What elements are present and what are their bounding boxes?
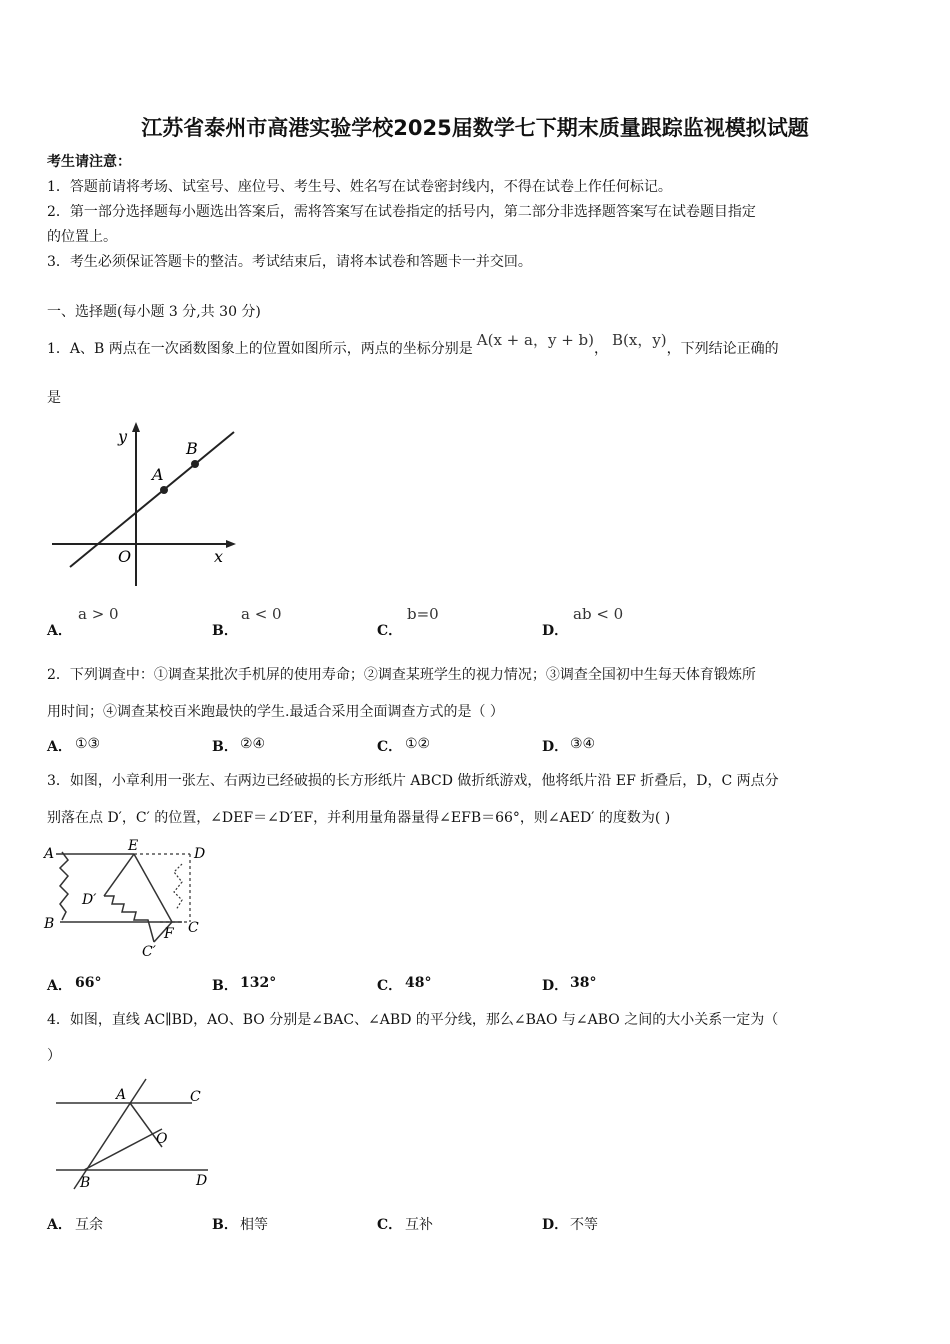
q3-option-a-value: 66°: [75, 975, 102, 991]
label-c-prime: C′: [142, 944, 156, 960]
label-c: C: [188, 920, 199, 936]
q3-option-d-value: 38°: [570, 975, 597, 991]
q1-option-d-label: D．: [542, 623, 569, 639]
q2-option-c-label: C．: [377, 739, 403, 755]
label-b: B: [80, 1175, 91, 1191]
q1-option-c-label: C．: [377, 623, 403, 639]
point-b: [191, 460, 199, 468]
q3-option-c-label: C．: [377, 978, 403, 994]
q1-option-a-value: a > 0: [78, 605, 119, 623]
x-axis-label: x: [214, 547, 224, 566]
y-axis-label: y: [118, 427, 128, 446]
q1-text-after: ，下列结论正确的: [666, 341, 779, 357]
fold-line-ef: [134, 854, 172, 922]
label-a: A: [44, 846, 55, 862]
label-e: E: [128, 838, 139, 854]
q2-option-b-label: B．: [212, 739, 238, 755]
label-d: D: [194, 846, 206, 862]
q4-option-c-value: 互补: [405, 1217, 433, 1233]
q2-option-c-value: ①②: [405, 736, 431, 752]
y-axis-arrow: [132, 422, 140, 432]
q3-option-b-value: 132°: [240, 975, 277, 991]
q1-coord-a: A(x + a，y + b): [476, 331, 594, 349]
label-d-prime: D′: [82, 892, 97, 908]
q4-option-a-label: A．: [47, 1217, 72, 1233]
q4-option-c-label: C．: [377, 1217, 403, 1233]
label-b: B: [44, 916, 55, 932]
q3-option-a-label: A．: [47, 978, 72, 994]
q3-option-d-label: D．: [542, 978, 569, 994]
q2-line-2: 用时间；④调查某校百米跑最快的学生.最适合采用全面调查方式的是（ ）: [47, 704, 504, 720]
q1-option-b-label: B．: [212, 623, 238, 639]
q2-line-1: 2．下列调查中：①调查某批次手机屏的使用寿命；②调查某班学生的视力情况；③调查全国初中生每天体育锻炼所: [47, 667, 756, 683]
q3-option-b-label: B．: [212, 978, 238, 994]
q1-sep: ，: [594, 341, 608, 357]
q3-option-c-value: 48°: [405, 975, 432, 991]
point-a-label: A: [152, 465, 164, 484]
label-o: O: [156, 1131, 168, 1147]
q2-option-b-value: ②④: [240, 736, 266, 752]
q4-line-1: 4．如图，直线 AC∥BD，AO、BO 分别是∠BAC、∠ABD 的平分线，那么∠BAO 与∠ABO 之间的大小关系一定为（: [47, 1012, 779, 1028]
q2-option-d-value: ③④: [570, 736, 596, 752]
q1-figure: [48, 420, 238, 590]
x-axis-arrow: [226, 540, 236, 548]
folded-torn-edge: [104, 896, 154, 942]
label-d: D: [196, 1173, 208, 1189]
q4-option-b-label: B．: [212, 1217, 238, 1233]
page-title: 江苏省泰州市高港实验学校2025届数学七下期末质量跟踪监视模拟试题: [141, 116, 809, 140]
q4-option-d-value: 不等: [570, 1217, 598, 1233]
q2-option-a-label: A．: [47, 739, 72, 755]
q1-option-a-label: A．: [47, 623, 72, 639]
q1-coord-b: B(x，y): [612, 331, 667, 349]
q4-line-2: ）: [47, 1048, 61, 1064]
q1-text-cont: 是: [47, 390, 61, 406]
q1-option-b-value: a < 0: [241, 605, 282, 623]
section-heading: 一、选择题(每小题 3 分,共 30 分): [47, 304, 261, 320]
notice-item: 的位置上。: [47, 229, 117, 245]
q3-line-1: 3．如图，小章利用一张左、右两边已经破损的长方形纸片 ABCD 做折纸游戏，他将纸片沿 EF 折叠后，D，C 两点分: [47, 773, 779, 789]
label-a: A: [116, 1087, 127, 1103]
q4-option-a-value: 互余: [75, 1217, 103, 1233]
q4-option-b-value: 相等: [240, 1217, 268, 1233]
edge-ed1: [104, 854, 134, 896]
notice-item: 3．考生必须保证答题卡的整洁。考试结束后，请将本试卷和答题卡一并交回。: [47, 254, 532, 270]
left-torn-edge: [60, 852, 68, 920]
point-a: [160, 486, 168, 494]
q2-option-d-label: D．: [542, 739, 569, 755]
q2-option-a-value: ①③: [75, 736, 101, 752]
q1-option-d-value: ab < 0: [573, 605, 624, 623]
q4-figure: [50, 1075, 220, 1195]
label-c: C: [190, 1089, 201, 1105]
label-f: F: [164, 926, 174, 942]
origin-label: O: [118, 547, 132, 566]
q4-option-d-label: D．: [542, 1217, 569, 1233]
q3-line-2: 别落在点 D′，C′ 的位置，∠DEF＝∠D′EF，并利用量角器量得∠EFB＝66°，则∠AED′ 的度数为( ): [47, 810, 671, 826]
transversal-ab: [74, 1079, 146, 1189]
notice-header: 考生请注意：: [47, 154, 131, 170]
notice-item: 2．第一部分选择题每小题选出答案后，需将答案写在试卷指定的括号内，第二部分非选择题答案写在试卷题目指定: [47, 204, 756, 220]
q3-figure: [42, 838, 222, 962]
right-torn-edge-dashed: [174, 864, 182, 910]
bisector-bo: [84, 1129, 162, 1170]
q1-text: [47, 331, 779, 359]
q1-option-c-value: b=0: [407, 605, 439, 623]
function-line: [70, 432, 234, 567]
q1-text-before: 1．A、B 两点在一次函数图象上的位置如图所示，两点的坐标分别是: [47, 341, 473, 357]
point-b-label: B: [186, 439, 198, 458]
notice-item: 1．答题前请将考场、试室号、座位号、考生号、姓名写在试卷密封线内，不得在试卷上作任何标记。: [47, 179, 672, 195]
